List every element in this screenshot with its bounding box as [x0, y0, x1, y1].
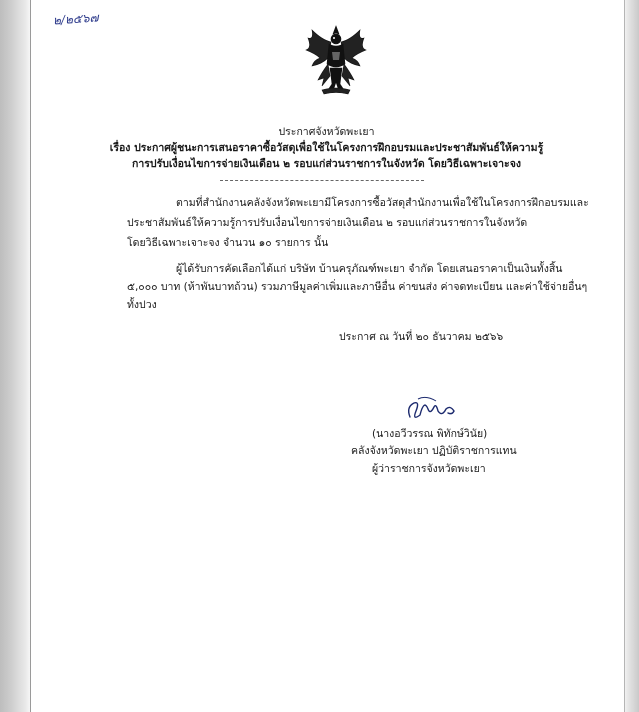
signatory-position-2: ผู้ว่าราชการจังหวัดพะเยา: [372, 463, 486, 475]
body-paragraph-1-line-2: ประชาสัมพันธ์ให้ความรู้การปรับเงื่อนไขการจ่ายเงินเดือน ๒ รอบแก่ส่วนราชการในจังหวัด: [127, 217, 528, 229]
scan-left-border: [0, 0, 30, 712]
document-page: [30, 0, 625, 712]
body-paragraph-1-line-1: ตามที่สำนักงานคลังจังหวัดพะเยามีโครงการซื้อวัสดุสำนักงานเพื่อใช้ในโครงการฝึกอบรมและ: [176, 197, 589, 209]
body-paragraph-1-line-3: โดยวิธีเฉพาะเจาะจง จำนวน ๑๐ รายการ นั้น: [127, 237, 329, 249]
handwritten-reference-note: ๒/๒๕๖๗: [52, 10, 99, 28]
body-paragraph-2-line-3: ทั้งปวง: [127, 299, 157, 311]
body-paragraph-2-line-1: ผู้ได้รับการคัดเลือกได้แก่ บริษัท บ้านครุภัณฑ์พะเยา จำกัด โดยเสนอราคาเป็นเงินทั้งสิ้น: [176, 263, 563, 275]
announcement-date: ประกาศ ณ วันที่ ๒๐ ธันวาคม ๒๕๖๖: [339, 331, 504, 343]
body-paragraph-2-line-2: ๕,๐๐๐ บาท (ห้าพันบาทถ้วน) รวมภาษีมูลค่าเพิ่มและภาษีอื่น ค่าขนส่ง ค่าจดทะเบียน และค่าใช้จ่ายอื่นๆ: [127, 281, 588, 293]
signatory-name: (นางอวีวรรณ พิทักษ์วินัย): [372, 428, 488, 440]
garuda-emblem-icon: [302, 24, 370, 96]
signatory-position-1: คลังจังหวัดพะเยา ปฏิบัติราชการแทน: [351, 445, 517, 457]
scan-right-border: [623, 0, 639, 712]
divider-line: [220, 180, 424, 181]
announcement-title: ประกาศจังหวัดพะเยา: [278, 126, 375, 138]
subject-line-1: เรื่อง ประกาศผู้ชนะการเสนอราคาซื้อวัสดุเพื่อใช้ในโครงการฝึกอบรมและประชาสัมพันธ์ให้ความรู้: [109, 142, 544, 154]
subject-line-2: การปรับเงื่อนไขการจ่ายเงินเดือน ๒ รอบแก่ส่วนราชการในจังหวัด โดยวิธีเฉพาะเจาะจง: [132, 158, 521, 170]
handwritten-signature: [402, 393, 462, 427]
